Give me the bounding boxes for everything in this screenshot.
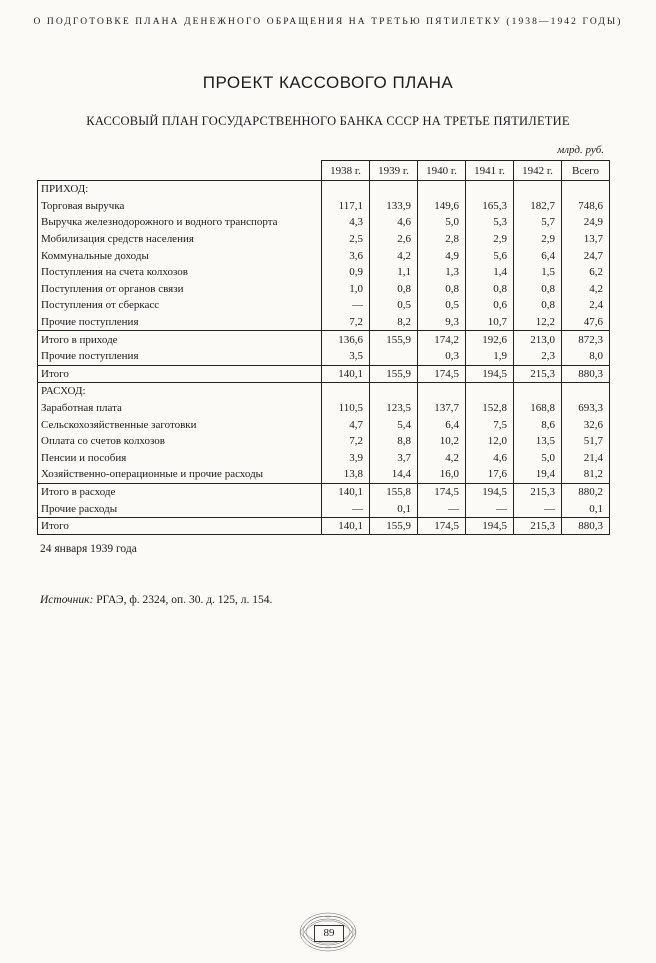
value-cell: 9,3 [418, 314, 466, 331]
value-cell: 1,5 [514, 264, 562, 281]
header-row [38, 161, 610, 181]
row-label: Итого [38, 517, 322, 535]
value-cell: 117,1 [322, 198, 370, 215]
row-label: Сельскохозяйственные заготовки [38, 416, 322, 433]
value-cell: 0,8 [514, 297, 562, 314]
empty-cell [322, 383, 370, 400]
table-row [38, 517, 610, 535]
value-cell: 149,6 [418, 198, 466, 215]
page-title: ПРОЕКТ КАССОВОГО ПЛАНА [202, 73, 454, 92]
value-cell: 3,6 [322, 247, 370, 264]
table-row [38, 198, 610, 215]
value-cell: 194,5 [466, 483, 514, 500]
value-cell: 21,4 [562, 450, 610, 467]
value-cell: 4,6 [466, 450, 514, 467]
document-date: 24 января 1939 года [40, 543, 137, 555]
table-row [38, 281, 610, 298]
value-cell: 12,0 [466, 433, 514, 450]
value-cell: — [322, 297, 370, 314]
value-cell: 192,6 [466, 331, 514, 348]
value-cell: 3,7 [370, 450, 418, 467]
value-cell: 7,5 [466, 416, 514, 433]
table-row [38, 264, 610, 281]
table-row [38, 231, 610, 248]
value-cell: 14,4 [370, 466, 418, 483]
row-label: Поступления от сберкасс [38, 297, 322, 314]
value-cell: 0,8 [418, 281, 466, 298]
value-cell: 19,4 [514, 466, 562, 483]
value-cell: 872,3 [562, 331, 610, 348]
value-cell: 215,3 [514, 365, 562, 383]
value-cell: 213,0 [514, 331, 562, 348]
value-cell: 2,6 [370, 231, 418, 248]
value-cell: 7,2 [322, 433, 370, 450]
value-cell: 13,5 [514, 433, 562, 450]
value-cell: 13,8 [322, 466, 370, 483]
value-cell: 0,8 [514, 281, 562, 298]
table-row [38, 247, 610, 264]
section-heading-row [38, 383, 610, 400]
running-head: О ПОДГОТОВКЕ ПЛАНА ДЕНЕЖНОГО ОБРАЩЕНИЯ НА ТРЕТЬЮ ПЯТИЛЕТКУ (1938—1942 ГОДЫ) [33, 17, 623, 27]
value-cell: 0,6 [466, 297, 514, 314]
value-cell: 140,1 [322, 517, 370, 535]
value-cell: 0,3 [418, 348, 466, 365]
value-cell: 174,5 [418, 517, 466, 535]
value-cell: 10,7 [466, 314, 514, 331]
value-cell: 174,2 [418, 331, 466, 348]
value-cell: 8,8 [370, 433, 418, 450]
row-label: Итого [38, 365, 322, 383]
value-cell: 0,5 [418, 297, 466, 314]
value-cell: 194,5 [466, 365, 514, 383]
row-label: Итого в приходе [38, 331, 322, 348]
empty-cell [514, 181, 562, 198]
table-row [38, 500, 610, 517]
value-cell: 17,6 [466, 466, 514, 483]
value-cell: 4,6 [370, 214, 418, 231]
row-label: Поступления на счета колхозов [38, 264, 322, 281]
value-cell: 0,1 [370, 500, 418, 517]
value-cell: 12,2 [514, 314, 562, 331]
value-cell: — [514, 500, 562, 517]
row-label: Пенсии и пособия [38, 450, 322, 467]
value-cell [370, 348, 418, 365]
value-cell: 4,2 [418, 450, 466, 467]
value-cell: 1,3 [418, 264, 466, 281]
value-cell: 8,2 [370, 314, 418, 331]
row-label: Прочие поступления [38, 348, 322, 365]
value-cell: 5,0 [418, 214, 466, 231]
value-cell: 174,5 [418, 365, 466, 383]
page-number: 89 [314, 925, 344, 942]
value-cell: 6,4 [418, 416, 466, 433]
value-cell: 2,5 [322, 231, 370, 248]
empty-cell [562, 383, 610, 400]
empty-cell [322, 181, 370, 198]
section-heading: РАСХОД: [38, 383, 322, 400]
value-cell: 1,1 [370, 264, 418, 281]
value-cell: 110,5 [322, 400, 370, 417]
section-heading: ПРИХОД: [38, 181, 322, 198]
col-header: 1940 г. [418, 161, 466, 181]
value-cell: 136,6 [322, 331, 370, 348]
value-cell: 2,8 [418, 231, 466, 248]
table-row [38, 365, 610, 383]
value-cell: 215,3 [514, 483, 562, 500]
value-cell: 47,6 [562, 314, 610, 331]
value-cell: 51,7 [562, 433, 610, 450]
row-label: Торговая выручка [38, 198, 322, 215]
page-number-ornament [298, 911, 358, 953]
table-row [38, 314, 610, 331]
table-row [38, 214, 610, 231]
unit-label: млрд. руб. [557, 144, 604, 156]
table-row [38, 297, 610, 314]
value-cell: 0,9 [322, 264, 370, 281]
value-cell: 880,3 [562, 517, 610, 535]
value-cell: 133,9 [370, 198, 418, 215]
row-label: Выручка железнодорожного и водного транспорта [38, 214, 322, 231]
value-cell: 5,4 [370, 416, 418, 433]
row-label: Коммунальные доходы [38, 247, 322, 264]
value-cell: 165,3 [466, 198, 514, 215]
value-cell: 6,4 [514, 247, 562, 264]
value-cell: 10,2 [418, 433, 466, 450]
value-cell: 155,8 [370, 483, 418, 500]
value-cell: 168,8 [514, 400, 562, 417]
value-cell: 2,9 [466, 231, 514, 248]
value-cell: 5,3 [466, 214, 514, 231]
empty-cell [370, 181, 418, 198]
value-cell: 215,3 [514, 517, 562, 535]
value-cell: 155,9 [370, 517, 418, 535]
empty-cell [370, 383, 418, 400]
table-row [38, 433, 610, 450]
value-cell: 140,1 [322, 483, 370, 500]
value-cell: 1,0 [322, 281, 370, 298]
value-cell: 8,0 [562, 348, 610, 365]
table-subtitle: КАССОВЫЙ ПЛАН ГОСУДАРСТВЕННОГО БАНКА СССР НА ТРЕТЬЕ ПЯТИЛЕТИЕ [86, 114, 570, 128]
value-cell: 880,3 [562, 365, 610, 383]
source-label: Источник: [40, 594, 94, 606]
section-heading-row [38, 181, 610, 198]
value-cell: — [322, 500, 370, 517]
value-cell: 13,7 [562, 231, 610, 248]
value-cell: 1,4 [466, 264, 514, 281]
table-row [38, 400, 610, 417]
row-label: Мобилизация средств населения [38, 231, 322, 248]
table-body [38, 181, 610, 535]
value-cell: — [466, 500, 514, 517]
row-label: Итого в расходе [38, 483, 322, 500]
value-cell: 182,7 [514, 198, 562, 215]
value-cell: 1,9 [466, 348, 514, 365]
value-cell: 0,8 [370, 281, 418, 298]
value-cell: 194,5 [466, 517, 514, 535]
value-cell: 174,5 [418, 483, 466, 500]
value-cell: 24,9 [562, 214, 610, 231]
row-label: Прочие поступления [38, 314, 322, 331]
value-cell: 2,3 [514, 348, 562, 365]
table-row [38, 466, 610, 483]
col-header: 1939 г. [370, 161, 418, 181]
empty-cell [514, 383, 562, 400]
value-cell: 0,5 [370, 297, 418, 314]
empty-cell [562, 181, 610, 198]
value-cell: 5,7 [514, 214, 562, 231]
value-cell: 81,2 [562, 466, 610, 483]
value-cell: 0,8 [466, 281, 514, 298]
value-cell: 4,2 [562, 281, 610, 298]
empty-cell [418, 181, 466, 198]
col-header: Всего [562, 161, 610, 181]
cash-plan-table [37, 160, 610, 535]
value-cell: 748,6 [562, 198, 610, 215]
value-cell: 7,2 [322, 314, 370, 331]
table-row [38, 348, 610, 365]
table-row [38, 450, 610, 467]
row-label: Поступления от органов связи [38, 281, 322, 298]
empty-cell [466, 181, 514, 198]
value-cell: 123,5 [370, 400, 418, 417]
table-row [38, 331, 610, 348]
col-header: 1942 г. [514, 161, 562, 181]
source-text: РГАЭ, ф. 2324, оп. 30. д. 125, л. 154. [96, 594, 273, 606]
col-header: 1941 г. [466, 161, 514, 181]
value-cell: 155,9 [370, 331, 418, 348]
value-cell: — [418, 500, 466, 517]
value-cell: 155,9 [370, 365, 418, 383]
value-cell: 880,2 [562, 483, 610, 500]
value-cell: 5,6 [466, 247, 514, 264]
value-cell: 0,1 [562, 500, 610, 517]
value-cell: 4,9 [418, 247, 466, 264]
value-cell: 5,0 [514, 450, 562, 467]
row-label: Заработная плата [38, 400, 322, 417]
value-cell: 693,3 [562, 400, 610, 417]
value-cell: 24,7 [562, 247, 610, 264]
empty-cell [466, 383, 514, 400]
value-cell: 6,2 [562, 264, 610, 281]
value-cell: 2,9 [514, 231, 562, 248]
value-cell: 2,4 [562, 297, 610, 314]
value-cell: 8,6 [514, 416, 562, 433]
table-row [38, 483, 610, 500]
col-header: 1938 г. [322, 161, 370, 181]
value-cell: 140,1 [322, 365, 370, 383]
value-cell: 4,2 [370, 247, 418, 264]
row-label: Оплата со счетов колхозов [38, 433, 322, 450]
value-cell: 4,3 [322, 214, 370, 231]
empty-cell [418, 383, 466, 400]
value-cell: 137,7 [418, 400, 466, 417]
row-label: Хозяйственно-операционные и прочие расходы [38, 466, 322, 483]
value-cell: 3,9 [322, 450, 370, 467]
value-cell: 152,8 [466, 400, 514, 417]
header-blank-cell [38, 161, 322, 181]
value-cell: 32,6 [562, 416, 610, 433]
value-cell: 16,0 [418, 466, 466, 483]
value-cell: 3,5 [322, 348, 370, 365]
table-row [38, 416, 610, 433]
value-cell: 4,7 [322, 416, 370, 433]
source-note [40, 594, 272, 606]
row-label: Прочие расходы [38, 500, 322, 517]
